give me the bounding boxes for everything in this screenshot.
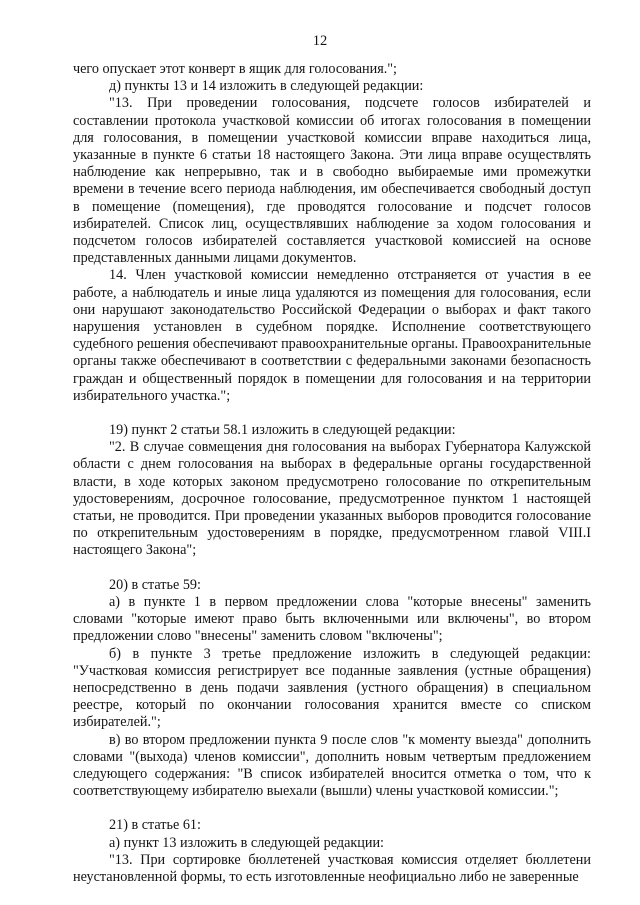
paragraph-point-13-sorting: "13. При сортировке бюллетеней участковая комиссия отделяет бюллетени неустановленной формы, то есть изготовленные неофициально либо не заверенные [73,851,591,885]
document-body [73,61,591,886]
paragraph-item-20v: в) во втором предложении пункта 9 после слов "к моменту выезда" дополнить словами "(выхода) членов комиссии", дополнить новым четвертым предложением следующего содержания: "В список избирателей вносится отметка о том, что к соответствующему избирателю выехали (вышли) члены участковой комиссии."; [73,731,591,800]
paragraph-item-20a: а) в пункте 1 в первом предложении слова "которые внесены" заменить словами "которые имеют право быть включенными или включены", во втором предложении слово "внесены" заменить словом "включены"; [73,593,591,645]
paragraph-item-20: 20) в статье 59: [109,576,201,593]
paragraph-item-21: 21) в статье 61: [109,817,201,834]
paragraph-continuation: чего опускает этот конверт в ящик для голосования."; [73,61,398,77]
paragraph-item-d: д) пункты 13 и 14 изложить в следующей редакции: [109,78,424,95]
paragraph-point-13: "13. При проведении голосования, подсчете голосов избирателей и составлении протокола участковой комиссии об итогах голосования в помещении для голосования, в помещении участковой комиссии вправе находиться лица, указанные в пункте 6 статьи 18 настоящего Закона. Эти лица вправе осуществлять наблюдение как непрерывно, так и в свободно выбираемые ими промежутки времени в течение всего периода наблюдения, им обеспечивается свободный доступ в помещение (помещения), где проводятся голосование и подсчет голосов избирателей. Список лиц, осуществлявших наблюдение за ходом голосования и подсчетом голосов избирателей составляется участковой комиссией на основе представленных данными лицами документов. [73,95,591,267]
page-number: 12 [312,33,328,49]
paragraph-point-2: "2. В случае совмещения дня голосования на выборах Губернатора Калужской области с днем голосования на выборах в федеральные органы государственной власти, в ходе которых законом предусмотрено голосование по открепительным удостоверениям, досрочное голосование, предусмотренное пунктом 1 настоящей статьи, не проводится. При проведении указанных выборов проводится голосование по открепительным удостоверениям в порядке, предусмотренном главой VIII.I настоящего Закона"; [73,439,591,559]
paragraph-point-14: 14. Член участковой комиссии немедленно отстраняется от участия в ее работе, а наблюдатель и иные лица удаляются из помещения для голосования, если они нарушают законодательство Российской Федерации о выборах и факт такого нарушения установлен в судебном порядке. Исполнение соответствующего судебного решения обеспечивают правоохранительные органы. Правоохранительные органы также обеспечивают в соответствии с федеральными законами безопасность граждан и общественный порядок в помещении для голосования и на территории избирательного участка."; [73,267,591,404]
paragraph-item-20b: б) в пункте 3 третье предложение изложить в следующей редакции: "Участковая комиссия регистрирует все поданные заявления (устные обращения) непосредственно в день подачи заявления (устного обращения) в специальном реестре, который по окончании голосования хранится вместе со списком избирателей."; [73,645,591,731]
paragraph-item-21a: а) пункт 13 изложить в следующей редакции: [109,834,384,851]
paragraph-item-19: 19) пункт 2 статьи 58.1 изложить в следующей редакции: [109,422,456,439]
